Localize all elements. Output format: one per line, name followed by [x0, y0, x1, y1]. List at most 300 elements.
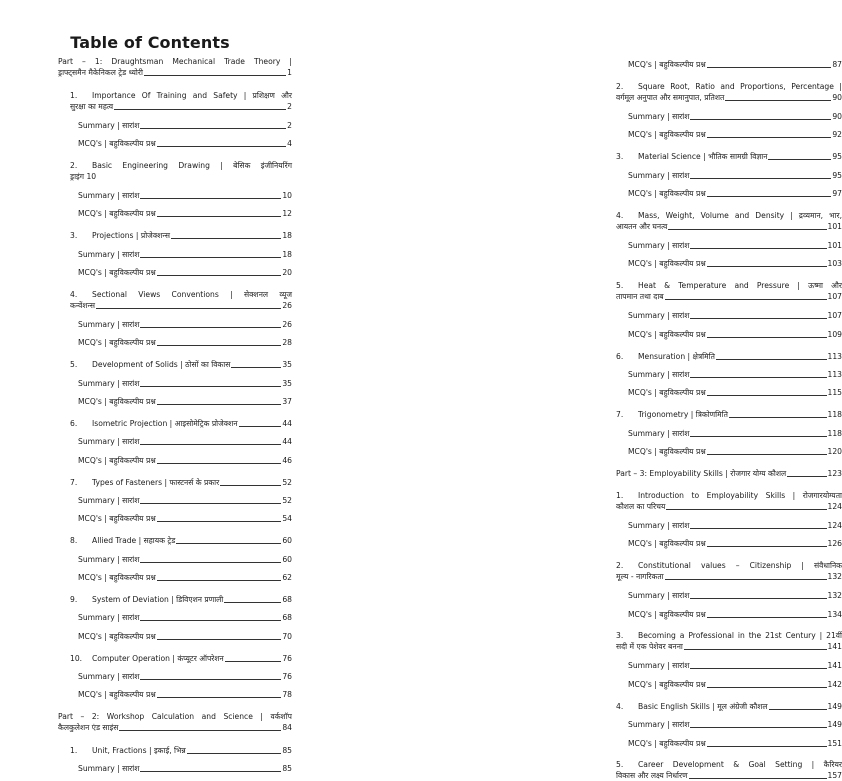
- toc-entry[interactable]: [78, 455, 292, 466]
- toc-entry-line2-row: [616, 221, 842, 232]
- toc-entry-line2: मूल्य - नागरिकता: [616, 571, 664, 582]
- page-number: 113: [828, 351, 842, 362]
- page-number: 151: [828, 738, 842, 749]
- page-number: 28: [282, 337, 292, 348]
- toc-entry[interactable]: [78, 378, 292, 389]
- toc-entry[interactable]: [616, 151, 842, 162]
- page-number: 132: [828, 590, 842, 601]
- page-number: 90: [832, 92, 842, 103]
- dot-leader: [140, 502, 281, 504]
- toc-subentry-label: MCQ's | बहुविकल्पीय प्रश्न: [78, 631, 156, 642]
- toc-subentry-label: Summary | सारांश: [78, 495, 139, 506]
- toc-entry-label: Computer Operation | कंप्यूटर ऑपरेशन: [92, 653, 224, 664]
- toc-subentry-label: MCQ's | बहुविकल्पीय प्रश्न: [628, 738, 706, 749]
- part-heading-line2: कैलकुलेशन एंड साइंस: [58, 722, 118, 733]
- page-number: 10: [282, 190, 292, 201]
- toc-entry-row: [78, 319, 292, 330]
- toc-entry-first-line: [616, 210, 842, 221]
- toc-entry-line1: Introduction to Employability Skills | रोजगारयोग्यता: [638, 490, 842, 501]
- toc-entry[interactable]: [70, 745, 292, 756]
- toc-entry-line2: विकास और लक्ष्य निर्धारण: [616, 770, 688, 781]
- toc-entry[interactable]: [628, 590, 842, 601]
- page-number: 68: [282, 612, 292, 623]
- chapter-number: 6.: [70, 418, 92, 429]
- toc-entry-line1: Sectional Views Conventions | सेक्शनल व्यूज: [92, 289, 292, 300]
- toc-entry[interactable]: [628, 738, 842, 749]
- toc-entry-label: Isometric Projection | आइसोमेट्रिक प्रोजेक्शन: [92, 418, 238, 429]
- toc-entry[interactable]: [78, 190, 292, 201]
- toc-entry[interactable]: [78, 763, 292, 774]
- toc-entry[interactable]: [628, 369, 842, 380]
- toc-entry-line2-row: [616, 92, 842, 103]
- toc-subentry-label: MCQ's | बहुविकल्पीय प्रश्न: [78, 572, 156, 583]
- toc-entry-row: [628, 609, 842, 620]
- toc-entry-row: [70, 477, 292, 488]
- toc-entry-line1: Becoming a Professional in the 21st Century | 21वीं: [638, 630, 842, 641]
- part-heading-line1: Part – 1: Draughtsman Mechanical Trade Theory |: [58, 56, 292, 67]
- toc-subentry-label: Summary | सारांश: [628, 310, 689, 321]
- toc-entry[interactable]: [628, 258, 842, 269]
- page-number: 68: [282, 594, 292, 605]
- dot-leader: [668, 228, 826, 230]
- chapter-number: 3.: [70, 230, 92, 241]
- toc-entry[interactable]: [70, 594, 292, 605]
- toc-entry-line1: Career Development & Goal Setting | कैरियर: [638, 759, 842, 770]
- toc-entry[interactable]: [78, 612, 292, 623]
- page-number: 124: [828, 501, 842, 512]
- page-number: 18: [282, 230, 292, 241]
- dot-leader: [707, 453, 827, 455]
- dot-leader: [157, 579, 282, 581]
- toc-entry[interactable]: [628, 310, 842, 321]
- dot-leader: [690, 667, 826, 669]
- toc-entry-label: Unit, Fractions | इकाई, भिन्न: [92, 745, 186, 756]
- toc-entry-row: [628, 446, 842, 457]
- toc-entry[interactable]: [628, 240, 842, 251]
- dot-leader: [690, 597, 826, 599]
- toc-entry-row: [628, 310, 842, 321]
- dot-leader: [220, 484, 281, 486]
- toc-entry[interactable]: [70, 535, 292, 546]
- toc-entry[interactable]: [628, 446, 842, 457]
- toc-entry-line2-row: [616, 501, 842, 512]
- toc-entry-label: Material Science | भौतिक सामग्री विज्ञान: [638, 151, 767, 162]
- toc-entry-row: [78, 267, 292, 278]
- toc-entry-first-line: [616, 280, 842, 291]
- page-number: 90: [832, 111, 842, 122]
- dot-leader: [144, 74, 286, 76]
- page-number: 4: [287, 138, 292, 149]
- page-title: Table of Contents: [0, 33, 300, 52]
- page-number: 2: [287, 120, 292, 131]
- page-number: 124: [828, 520, 842, 531]
- toc-subentry-label: MCQ's | बहुविकल्पीय प्रश्न: [628, 446, 706, 457]
- toc-entry[interactable]: [616, 409, 842, 420]
- dot-leader: [707, 686, 827, 688]
- dot-leader: [768, 158, 831, 160]
- dot-leader: [157, 145, 286, 147]
- toc-entry-first-line: [70, 160, 292, 171]
- toc-entry-row: [616, 468, 842, 479]
- toc-subentry-label: MCQ's | बहुविकल्पीय प्रश्न: [628, 188, 706, 199]
- toc-entry-line2: वर्गमूल अनुपात और समानुपात, प्रतिशत: [616, 92, 724, 103]
- toc-entry[interactable]: [616, 351, 842, 362]
- page-number: 78: [282, 689, 292, 700]
- page-number: 141: [828, 641, 842, 652]
- dot-leader: [665, 578, 827, 580]
- toc-subentry-label: MCQ's | बहुविकल्पीय प्रश्न: [628, 538, 706, 549]
- page-number: 141: [828, 660, 842, 671]
- toc-subentry-label: MCQ's | बहुविकल्पीय प्रश्न: [78, 208, 156, 219]
- dot-leader: [140, 127, 286, 129]
- toc-entry[interactable]: [616, 701, 842, 712]
- toc-entry[interactable]: [78, 396, 292, 407]
- toc-entry-line2-row: [70, 171, 292, 182]
- dot-leader: [787, 475, 826, 477]
- toc-entry[interactable]: [58, 711, 292, 733]
- toc-entry[interactable]: [78, 572, 292, 583]
- toc-entry[interactable]: [78, 208, 292, 219]
- page-number: 76: [282, 671, 292, 682]
- toc-entry[interactable]: [78, 138, 292, 149]
- dot-leader: [716, 358, 827, 360]
- page-number: 103: [828, 258, 842, 269]
- toc-entry-row: [78, 763, 292, 774]
- toc-entry-line2-row: [58, 722, 292, 733]
- toc-entry[interactable]: [78, 337, 292, 348]
- chapter-number: 8.: [70, 535, 92, 546]
- toc-entry[interactable]: [78, 513, 292, 524]
- dot-leader: [140, 326, 281, 328]
- toc-entry-row: [78, 495, 292, 506]
- toc-entry-row: [628, 428, 842, 439]
- page-number: 120: [828, 446, 842, 457]
- dot-leader: [707, 394, 827, 396]
- page-number: 95: [832, 170, 842, 181]
- dot-leader: [140, 197, 281, 199]
- chapter-number: 1.: [70, 745, 92, 756]
- toc-entry[interactable]: [78, 436, 292, 447]
- toc-entry[interactable]: [70, 359, 292, 370]
- toc-entry[interactable]: [616, 210, 842, 232]
- toc-subentry-label: Summary | सारांश: [78, 249, 139, 260]
- toc-entry-row: [616, 351, 842, 362]
- toc-entry-row: [78, 671, 292, 682]
- dot-leader: [224, 601, 281, 603]
- page-number: 85: [282, 763, 292, 774]
- toc-entry-row: [616, 409, 842, 420]
- page-number: 62: [282, 572, 292, 583]
- toc-subentry-label: Summary | सारांश: [628, 660, 689, 671]
- dot-leader: [157, 462, 282, 464]
- toc-entry-row: [78, 631, 292, 642]
- chapter-number: 7.: [70, 477, 92, 488]
- toc-entry-row: [616, 701, 842, 712]
- dot-leader: [689, 777, 827, 779]
- chapter-number: 5.: [616, 280, 638, 291]
- toc-entry[interactable]: [78, 120, 292, 131]
- toc-entry-first-line: [616, 81, 842, 92]
- toc-entry-label: Mensuration | क्षेत्रमिति: [638, 351, 715, 362]
- toc-entry[interactable]: [616, 490, 842, 512]
- toc-entry-line1: Basic Engineering Drawing | बेसिक इंजीनियरिंग: [92, 160, 292, 171]
- dot-leader: [690, 376, 826, 378]
- toc-entry-row: [78, 138, 292, 149]
- toc-entry[interactable]: [78, 554, 292, 565]
- page-number: 85: [282, 745, 292, 756]
- toc-entry-first-line: [616, 759, 842, 770]
- toc-subentry-label: MCQ's | बहुविकल्पीय प्रश्न: [78, 337, 156, 348]
- dot-leader: [707, 616, 827, 618]
- dot-leader: [666, 508, 826, 510]
- chapter-number: 2.: [70, 160, 92, 171]
- page-number: 95: [832, 151, 842, 162]
- toc-entry-row: [78, 554, 292, 565]
- dot-leader: [140, 443, 281, 445]
- toc-entry-line2-row: [616, 770, 842, 781]
- toc-subentry-label: MCQ's | बहुविकल्पीय प्रश्न: [78, 513, 156, 524]
- toc-subentry-label: Summary | सारांश: [628, 170, 689, 181]
- page-number: 26: [282, 319, 292, 330]
- toc-subentry-label: Summary | सारांश: [78, 378, 139, 389]
- dot-leader: [707, 745, 827, 747]
- toc-entry[interactable]: [616, 759, 842, 781]
- toc-entry-row: [628, 258, 842, 269]
- toc-entry[interactable]: [628, 111, 842, 122]
- page-number: 97: [832, 188, 842, 199]
- toc-entry[interactable]: [70, 289, 292, 311]
- toc-entry-row: [78, 572, 292, 583]
- toc-entry[interactable]: [628, 660, 842, 671]
- page-number: 92: [832, 129, 842, 140]
- chapter-number: 1.: [616, 490, 638, 501]
- dot-leader: [176, 542, 281, 544]
- toc-entry-row: [78, 612, 292, 623]
- toc-subentry-label: Summary | सारांश: [628, 590, 689, 601]
- toc-entry[interactable]: [628, 170, 842, 181]
- dot-leader: [140, 561, 281, 563]
- dot-leader: [665, 298, 827, 300]
- toc-subentry-label: Summary | सारांश: [78, 612, 139, 623]
- page-number: 107: [828, 291, 842, 302]
- dot-leader: [690, 726, 826, 728]
- page-number: 26: [282, 300, 292, 311]
- chapter-number: 4.: [616, 210, 638, 221]
- toc-entry[interactable]: [78, 631, 292, 642]
- page-number: 52: [282, 495, 292, 506]
- toc-entry[interactable]: [70, 653, 292, 664]
- page-number: 149: [828, 701, 842, 712]
- toc-entry-line1: Constitutional values – Citizenship | संवैधानिक: [638, 560, 842, 571]
- toc-entry-row: [78, 190, 292, 201]
- page-number: 1: [287, 67, 292, 78]
- page-number: 35: [282, 378, 292, 389]
- chapter-number: 2.: [616, 81, 638, 92]
- toc-entry[interactable]: [628, 719, 842, 730]
- toc-subentry-label: Summary | सारांश: [628, 111, 689, 122]
- toc-entry-line2: कौशल का परिचय: [616, 501, 665, 512]
- toc-entry[interactable]: [628, 188, 842, 199]
- dot-leader: [96, 307, 281, 309]
- toc-entry[interactable]: [78, 671, 292, 682]
- toc-entry-line2-row: [58, 67, 292, 78]
- page-number: 76: [282, 653, 292, 664]
- toc-entry-row: [78, 689, 292, 700]
- toc-entry[interactable]: [628, 387, 842, 398]
- toc-entry-row: [628, 170, 842, 181]
- toc-entry[interactable]: [628, 129, 842, 140]
- toc-entry[interactable]: [78, 495, 292, 506]
- toc-entry-first-line: [70, 289, 292, 300]
- dot-leader: [114, 108, 286, 110]
- chapter-number: 5.: [70, 359, 92, 370]
- toc-entry[interactable]: [628, 329, 842, 340]
- dot-leader: [187, 752, 282, 754]
- page-number: 142: [828, 679, 842, 690]
- toc-entry[interactable]: [628, 679, 842, 690]
- toc-entry-row: [70, 418, 292, 429]
- toc-entry[interactable]: [628, 609, 842, 620]
- dot-leader: [707, 336, 827, 338]
- toc-entry[interactable]: [70, 477, 292, 488]
- toc-entry[interactable]: [616, 468, 842, 479]
- toc-subentry-label: Summary | सारांश: [78, 671, 139, 682]
- toc-entry-line2: सुरक्षा का महत्व: [70, 101, 113, 112]
- page-number: 84: [282, 722, 292, 733]
- page-number: 101: [828, 221, 842, 232]
- toc-entry[interactable]: [70, 160, 292, 182]
- page-number: 132: [828, 571, 842, 582]
- toc-entry[interactable]: [616, 280, 842, 302]
- dot-leader: [157, 638, 282, 640]
- dot-leader: [729, 416, 827, 418]
- toc-entry[interactable]: [78, 249, 292, 260]
- toc-subentry-label: MCQ's | बहुविकल्पीय प्रश्न: [628, 387, 706, 398]
- dot-leader: [140, 770, 281, 772]
- toc-entry-row: [628, 738, 842, 749]
- toc-entry[interactable]: [70, 90, 292, 112]
- chapter-number: 3.: [616, 630, 638, 641]
- toc-entry[interactable]: [628, 538, 842, 549]
- dot-leader: [707, 66, 832, 68]
- toc-entry-row: [70, 359, 292, 370]
- toc-subentry-label: Summary | सारांश: [628, 240, 689, 251]
- toc-entry-label: Trigonometry | त्रिकोणमिति: [638, 409, 728, 420]
- toc-entry-first-line: [616, 630, 842, 641]
- dot-leader: [157, 403, 282, 405]
- toc-entry-row: [628, 520, 842, 531]
- chapter-number: 2.: [616, 560, 638, 571]
- part-heading: Part – 3: Employability Skills | रोजगार योग्य कौशल: [616, 468, 786, 479]
- toc-entry[interactable]: [616, 81, 842, 103]
- toc-entry[interactable]: [78, 267, 292, 278]
- page-number: 118: [828, 409, 842, 420]
- dot-leader: [707, 136, 832, 138]
- toc-entry[interactable]: [616, 560, 842, 582]
- toc-entry-row: [78, 396, 292, 407]
- toc-subentry-label: MCQ's | बहुविकल्पीय प्रश्न: [628, 329, 706, 340]
- page-number: 118: [828, 428, 842, 439]
- toc-entry-row: [628, 369, 842, 380]
- toc-subentry-label: MCQ's | बहुविकल्पीय प्रश्न: [628, 679, 706, 690]
- toc-entry-row: [70, 594, 292, 605]
- toc-entry-line1: Heat & Temperature and Pressure | ऊष्मा और: [638, 280, 842, 291]
- toc-subentry-label: MCQ's | बहुविकल्पीय प्रश्न: [78, 138, 156, 149]
- toc-entry[interactable]: [628, 59, 842, 70]
- toc-entry[interactable]: [628, 520, 842, 531]
- toc-entry-row: [70, 745, 292, 756]
- toc-entry-row: [78, 378, 292, 389]
- page-number: 52: [282, 477, 292, 488]
- dot-leader: [140, 385, 281, 387]
- toc-entry[interactable]: [58, 56, 292, 78]
- toc-entry[interactable]: [70, 418, 292, 429]
- toc-entry-row: [70, 230, 292, 241]
- toc-entry[interactable]: [616, 630, 842, 652]
- toc-entry-label: Types of Fasteners | फास्टनर्स के प्रकार: [92, 477, 219, 488]
- toc-entry-row: [628, 240, 842, 251]
- toc-entry-label: Allied Trade | सहायक ट्रेड: [92, 535, 175, 546]
- toc-entry-row: [78, 249, 292, 260]
- dot-leader: [690, 435, 826, 437]
- dot-leader: [684, 648, 827, 650]
- toc-subentry-label: Summary | सारांश: [628, 428, 689, 439]
- toc-entry-row: [628, 538, 842, 549]
- toc-entry-line2: ड्राइंग 10: [70, 171, 96, 182]
- page-number: 109: [828, 329, 842, 340]
- toc-subentry-label: Summary | सारांश: [78, 120, 139, 131]
- page-number: 126: [828, 538, 842, 549]
- dot-leader: [225, 660, 282, 662]
- toc-entry-row: [628, 590, 842, 601]
- dot-leader: [171, 237, 281, 239]
- toc-subentry-label: Summary | सारांश: [628, 369, 689, 380]
- toc-entry-row: [628, 329, 842, 340]
- chapter-number: 4.: [70, 289, 92, 300]
- page-number: 101: [828, 240, 842, 251]
- page-number: 157: [828, 770, 842, 781]
- part-heading-line2: ड्राफ्ट्समैन मैकेनिकल ट्रेड थ्योरी: [58, 67, 143, 78]
- page-number: 44: [282, 436, 292, 447]
- chapter-number: 6.: [616, 351, 638, 362]
- toc-entry-row: [628, 129, 842, 140]
- dot-leader: [140, 256, 281, 258]
- toc-subentry-label: MCQ's | बहुविकल्पीय प्रश्न: [78, 267, 156, 278]
- toc-entry[interactable]: [78, 689, 292, 700]
- toc-entry-line2-row: [70, 101, 292, 112]
- toc-subentry-label: Summary | सारांश: [78, 554, 139, 565]
- toc-entry-first-line: [616, 560, 842, 571]
- toc-subentry-label: MCQ's | बहुविकल्पीय प्रश्न: [78, 396, 156, 407]
- dot-leader: [690, 177, 831, 179]
- dot-leader: [707, 545, 827, 547]
- toc-entry[interactable]: [628, 428, 842, 439]
- dot-leader: [119, 729, 281, 731]
- toc-entry-line1: Mass, Weight, Volume and Density | द्रव्यमान, भार,: [638, 210, 842, 221]
- dot-leader: [157, 696, 282, 698]
- chapter-number: 3.: [616, 151, 638, 162]
- toc-subentry-label: MCQ's | बहुविकल्पीय प्रश्न: [628, 258, 706, 269]
- page-number: 37: [282, 396, 292, 407]
- toc-entry-row: [78, 208, 292, 219]
- dot-leader: [239, 425, 282, 427]
- toc-entry[interactable]: [78, 319, 292, 330]
- page-number: 18: [282, 249, 292, 260]
- toc-entry-row: [78, 337, 292, 348]
- chapter-number: 4.: [616, 701, 638, 712]
- page-number: 35: [282, 359, 292, 370]
- toc-entry[interactable]: [70, 230, 292, 241]
